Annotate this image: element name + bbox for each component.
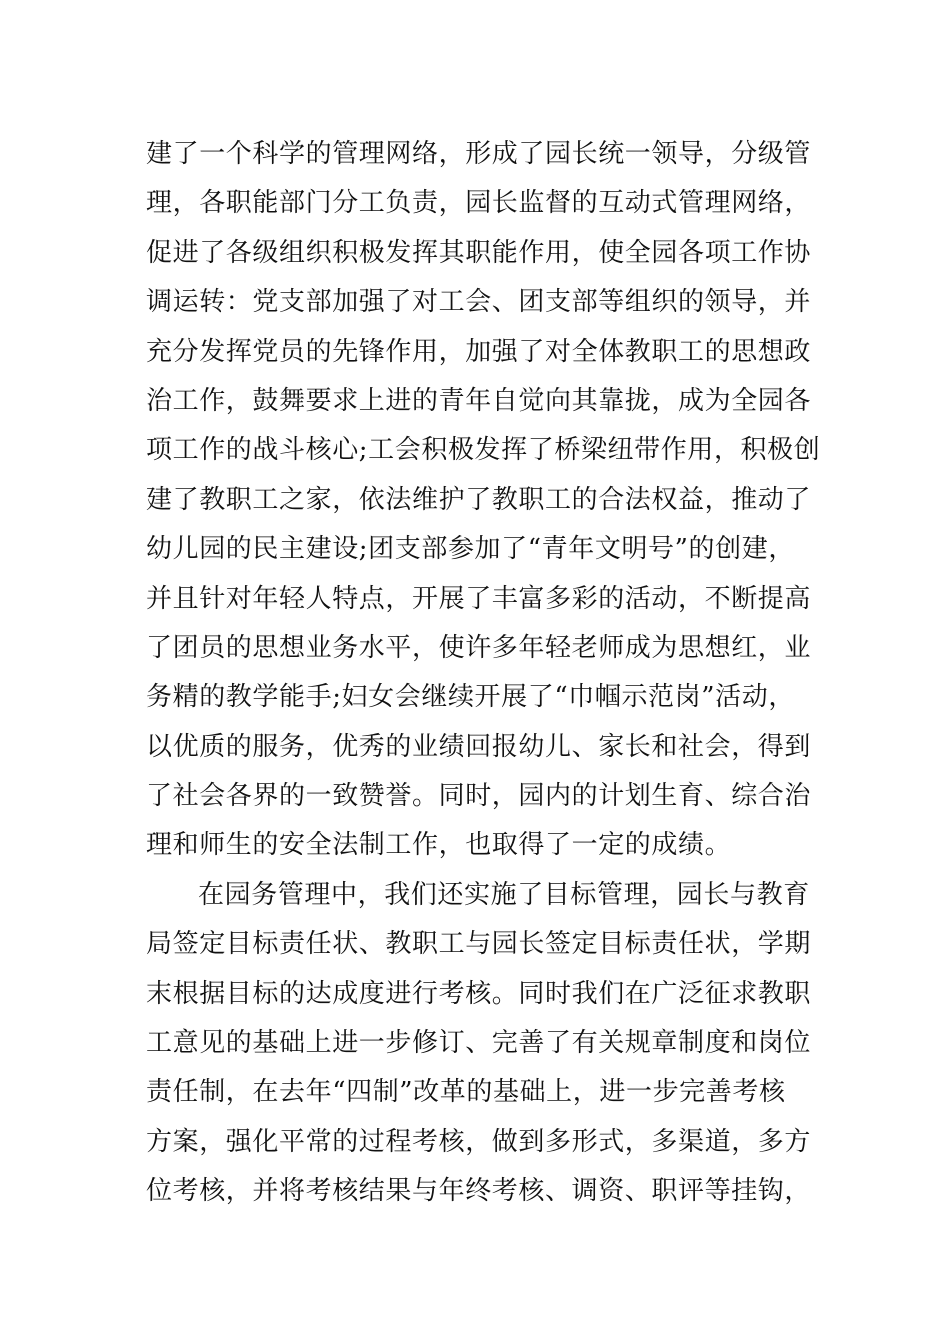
text-line: 位考核，并将考核结果与年终考核、调资、职评等挂钩， bbox=[146, 1176, 812, 1207]
text-line: 了社会各界的一致赞誉。同时，园内的计划生育、综合治 bbox=[146, 781, 812, 812]
text-line: 工意见的基础上进一步修订、完善了有关规章制度和岗位 bbox=[146, 1028, 812, 1059]
text-line: 理，各职能部门分工负责，园长监督的互动式管理网络， bbox=[146, 188, 812, 219]
text-line: 促进了各级组织积极发挥其职能作用，使全园各项工作协 bbox=[146, 237, 812, 268]
text-line: 理和师生的安全法制工作，也取得了一定的成绩。 bbox=[146, 830, 732, 861]
text-line: 务精的教学能手;妇女会继续开展了“巾帼示范岗”活动， bbox=[146, 682, 795, 713]
text-line: 建了一个科学的管理网络，形成了园长统一领导，分级管 bbox=[146, 139, 812, 169]
text-line: 建了教职工之家，依法维护了教职工的合法权益，推动了 bbox=[146, 484, 812, 515]
body-text bbox=[146, 130, 826, 1217]
text-line: 项工作的战斗核心;工会积极发挥了桥梁纽带作用，积极创 bbox=[146, 435, 821, 466]
text-line: 了团员的思想业务水平，使许多年轻老师成为思想红，业 bbox=[146, 632, 812, 663]
text-line: 责任制，在去年“四制”改革的基础上，进一步完善考核 bbox=[146, 1077, 786, 1108]
text-line: 局签定目标责任状、教职工与园长签定目标责任状，学期 bbox=[146, 929, 812, 960]
paragraph-start-line: 在园务管理中，我们还实施了目标管理，园长与教育 bbox=[198, 879, 810, 910]
text-line: 以优质的服务，优秀的业绩回报幼儿、家长和社会，得到 bbox=[146, 731, 812, 762]
text-line: 调运转：党支部加强了对工会、团支部等组织的领导，并 bbox=[146, 287, 812, 318]
text-line: 充分发挥党员的先锋作用，加强了对全体教职工的思想政 bbox=[146, 336, 812, 367]
text-line: 幼儿园的民主建设;团支部参加了“青年文明号”的创建， bbox=[146, 534, 795, 565]
text-line: 方案，强化平常的过程考核，做到多形式，多渠道，多方 bbox=[146, 1126, 812, 1157]
text-line: 末根据目标的达成度进行考核。同时我们在广泛征求教职 bbox=[146, 978, 812, 1009]
text-line: 治工作，鼓舞要求上进的青年自觉向其靠拢，成为全园各 bbox=[146, 385, 812, 416]
text-line: 并且针对年轻人特点，开展了丰富多彩的活动，不断提高 bbox=[146, 583, 812, 614]
